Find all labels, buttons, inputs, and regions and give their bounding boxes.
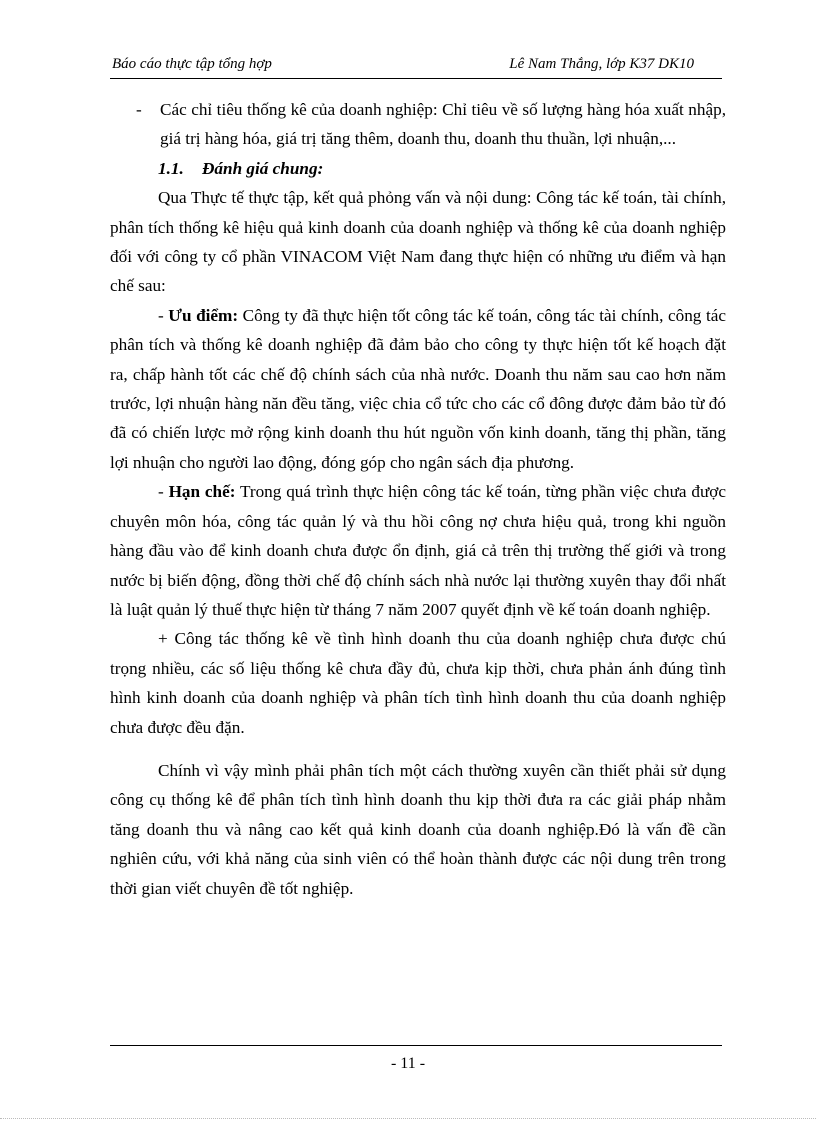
bullet-dash: -: [136, 100, 142, 119]
page-number: - 11 -: [390, 1055, 426, 1072]
section-title: Đánh giá chung:: [202, 158, 324, 178]
limitation-prefix: -: [158, 482, 169, 502]
advantage-label: Ưu điểm:: [168, 305, 239, 325]
section-heading: [110, 154, 726, 183]
footer-divider: [110, 1045, 722, 1046]
limitation-label: Hạn chế:: [168, 482, 236, 502]
paragraph-advantages: [110, 301, 726, 477]
page-bottom-edge: [0, 1118, 816, 1119]
paragraph-intro: Qua Thực tế thực tập, kết quả phỏng vấn và nội dung: Công tác kế toán, tài chính, phân tích thống kê hiệu quả kinh doanh của doanh nghiệp và thống kê của doanh nghiệp đối với công ty cổ phần VINACOM Việt Nam đang thực hiện có những ưu điểm và hạn chế sau:: [110, 188, 726, 296]
paragraph-conclusion: Chính vì vậy mình phải phân tích một cách thường xuyên cần thiết phải sử dụng công cụ thống kê để phân tích tình hình doanh thu kịp thời đưa ra các giải pháp nhằm tăng doanh thu và nâng cao kết quả kinh doanh của doanh nghiệp.Đó là vấn đề cần nghiên cứu, với khả năng của sinh viên có thể hoàn thành được các nội dung trên trong thời gian viết chuyên đề tốt nghiệp.: [110, 760, 726, 898]
advantage-prefix: -: [158, 305, 169, 325]
section-number: 1.1.: [158, 158, 184, 178]
document-body: [110, 95, 726, 903]
header-author: Lê Nam Thắng, lớp K37 DK10: [509, 56, 694, 72]
paragraph-statistics: + Công tác thống kê về tình hình doanh thu của doanh nghiệp chưa được chú trọng nhiều, các số liệu thống kê chưa đầy đủ, chưa kịp thời, chưa phản ánh đúng tình hình kinh doanh của doanh nghiệp và phân tích tình hình doanh thu của doanh nghiệp chưa được đều đặn.: [110, 629, 726, 737]
paragraph-limitations: [110, 477, 726, 624]
advantage-text: Công ty đã thực hiện tốt công tác kế toán, công tác tài chính, công tác phân tích và thống kê doanh nghiệp đã đảm bảo cho công ty thực hiện tốt kế hoạch đặt ra, chấp hành tốt các chế độ chính sách của nhà nước. Doanh thu năm sau cao hơn năm trước, lợi nhuận hàng năn đều tăng, việc chia cổ tức cho các cổ đông được đảm bảo từ đó đã có chiến lược mở rộng kinh doanh thu hút nguồn vốn kinh doanh, tăng thị phần, tăng lợi nhuận cho người lao động, đóng góp cho ngân sách địa phương.: [110, 305, 726, 472]
limitation-text: Trong quá trình thực hiện công tác kế toán, từng phần việc chưa được chuyên môn hóa, công tác quản lý và thu hồi công nợ chưa hiệu quả, trong khi nguồn hàng đầu vào để kinh doanh chưa được ổn định, giá cả trên thị trường thế giới và trong nước bị biến động, đồng thời chế độ chính sách nhà nước lại thường xuyên thay đổi nhất là luật quản lý thuế thực hiện từ tháng 7 năm 2007 quyết định về kế toán doanh nghiệp.: [110, 482, 726, 619]
bullet-paragraph-indicators: [110, 95, 726, 154]
page-header: [110, 52, 722, 79]
bullet-text: Các chỉ tiêu thống kê của doanh nghiệp: Chỉ tiêu về số lượng hàng hóa xuất nhập, giá trị hàng hóa, giá trị tăng thêm, doanh thu, doanh thu thuần, lợi nhuận,...: [160, 100, 726, 149]
header-report-title: Báo cáo thực tập tổng hợp: [112, 56, 272, 72]
